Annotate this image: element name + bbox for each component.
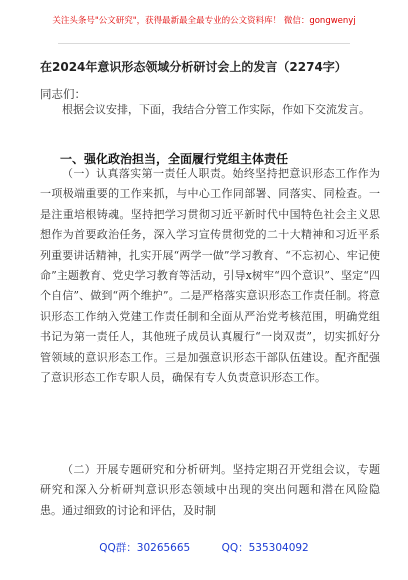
footer-qq-group: QQ群：30265665 [99, 542, 191, 554]
header-divider [58, 43, 350, 44]
header-banner [14, 6, 394, 40]
paragraph-2: （二）开展专题研究和分析研判。坚持定期召开党组会议，专题研究和深入分析研判意识形态领域中出现的突出问题和潜在风险隐患。通过细致的讨论和评估，及时制 [40, 463, 380, 517]
greeting: 同志们： [40, 87, 86, 101]
paragraph-1: （一）认真落实第一责任人职责。始终坚持把意识形态工作作为一项极端重要的工作来抓，与中心工作同部署、同落实、同检查。一是注重培根铸魂。坚持把学习贯彻习近平新时代中国特色社会主义思想作为首要政治任务，深入学习宣传贯彻党的二十大精神和习近平系列重要讲话精神，扎实开展“两学一做”学习教育、“不忘初心、牢记使命”主题教育、党史学习教育等活动，引导x树牢“四个意识”、坚定“四个自信”、做到“两个维护”。二是严格落实意识形态工作责任制。将意识形态工作纳入党建工作责任制和全面从严治党考核范围，明确党组书记为第一责任人，其他班子成员认真履行“一岗双责”，切实抓好分管领域的意识形态工作。三是加强意识形态干部队伍建设。配齐配强了意识形态工作专职人员，确保有专人负责意识形态工作。 [40, 167, 380, 385]
footer-contacts [0, 540, 408, 555]
document-title: 在2024年意识形态领域分析研讨会上的发言（2274字） [40, 60, 347, 74]
section-heading-1: 一、强化政治担当，全面履行党组主体责任 [60, 152, 289, 166]
banner-text: 关注头条号"公文研究"，获得最新最全最专业的公文资料库！ 微信：gongwenyj [52, 16, 356, 26]
intro-paragraph: 根据会议安排，下面，我结合分管工作实际，作如下交流发言。 [62, 103, 370, 116]
footer-qq: QQ：535304092 [221, 542, 309, 554]
